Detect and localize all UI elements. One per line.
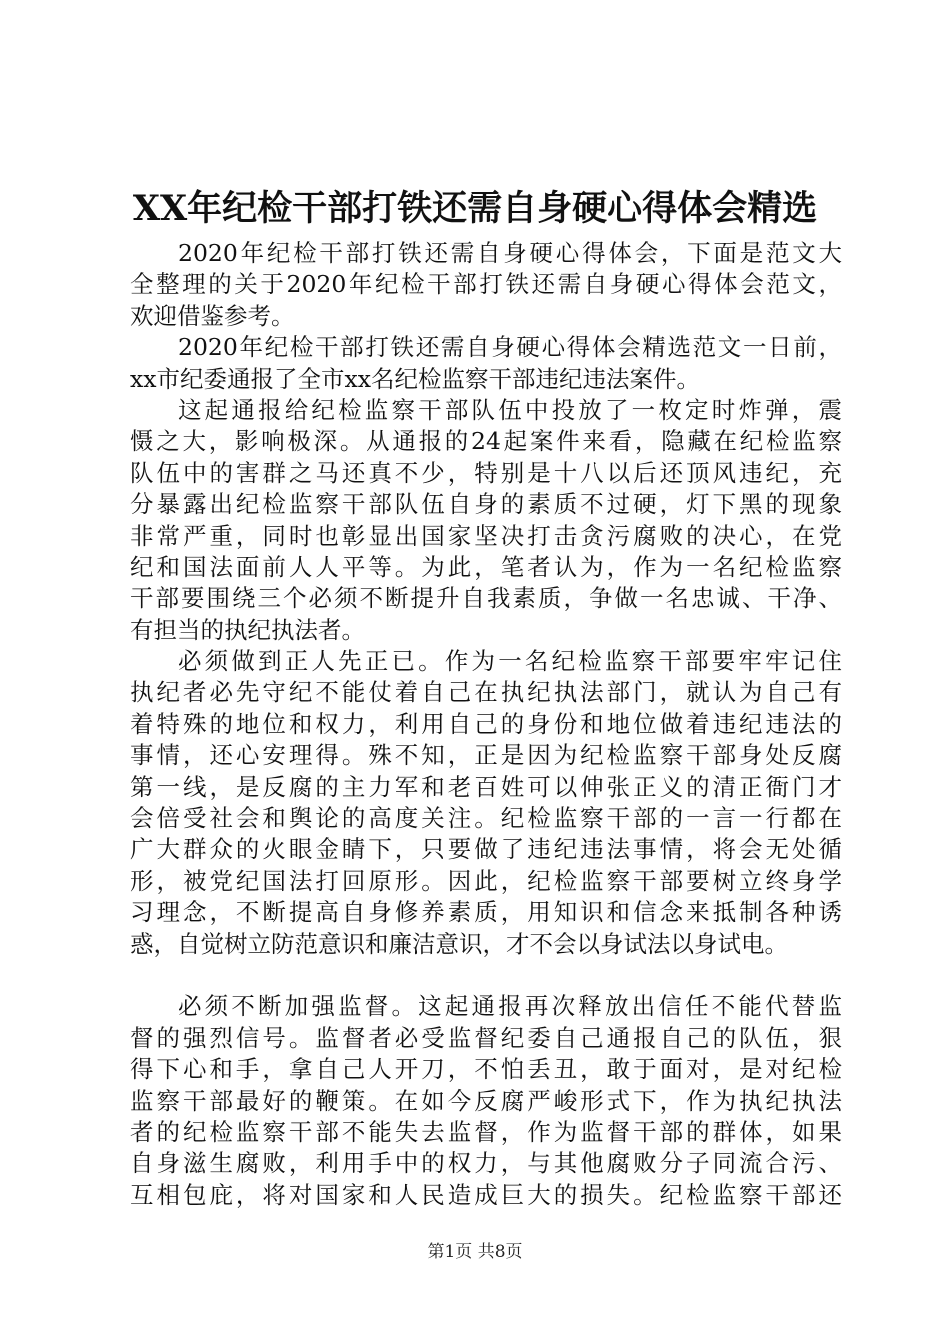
text-line: 干部要围绕三个必须不断提升自我素质，争做一名忠诚、干净、 xyxy=(130,584,842,613)
page-number-footer: 第1页 共8页 xyxy=(427,1242,523,1262)
text-line: 事情，还心安理得。殊不知，正是因为纪检监察干部身处反腐 xyxy=(130,741,842,770)
text-line: 纪和国法面前人人平等。为此，笔者认为，作为一名纪检监察 xyxy=(130,552,842,581)
text-line: 第一线，是反腐的主力军和老百姓可以伸张正义的清正衙门才 xyxy=(130,772,842,801)
text-line: 全整理的关于2020年纪检干部打铁还需自身硬心得体会范文， xyxy=(130,270,842,299)
text-line: xx市纪委通报了全市xx名纪检监察干部违纪违法案件。 xyxy=(130,364,701,393)
paragraph xyxy=(130,991,842,1211)
text-line: 非常严重，同时也彰显出国家坚决打击贪污腐败的决心，在党 xyxy=(130,521,842,550)
text-line: 有担当的执纪执法者。 xyxy=(130,615,365,644)
text-line: 队伍中的害群之马还真不少，特别是十八以后还顶风违纪，充 xyxy=(130,458,842,487)
paragraph-spacer xyxy=(130,960,842,991)
text-line: 互相包庇，将对国家和人民造成巨大的损失。纪检监察干部还 xyxy=(130,1180,842,1209)
document-title: XX年纪检干部打铁还需自身硬心得体会精选 xyxy=(132,188,818,229)
text-line: 形，被党纪国法打回原形。因此，纪检监察干部要树立终身学 xyxy=(130,866,842,895)
text-line: 执纪者必先守纪不能仗着自己在执纪执法部门，就认为自己有 xyxy=(130,678,842,707)
paragraph xyxy=(130,646,842,960)
text-line: 分暴露出纪检监察干部队伍自身的素质不过硬，灯下黑的现象 xyxy=(130,490,842,519)
text-line: 会倍受社会和舆论的高度关注。纪检监察干部的一言一行都在 xyxy=(130,804,842,833)
text-line: 2020年纪检干部打铁还需自身硬心得体会精选范文一日前， xyxy=(178,333,842,362)
text-line: 惑，自觉树立防范意识和廉洁意识，才不会以身试法以身试电。 xyxy=(130,929,788,958)
text-line: 督的强烈信号。监督者必受监督纪委自己通报自己的队伍，狠 xyxy=(130,1023,842,1052)
paragraph xyxy=(130,395,842,646)
paragraph xyxy=(130,238,842,332)
text-line: 必须不断加强监督。这起通报再次释放出信任不能代替监 xyxy=(178,992,842,1021)
text-line: 着特殊的地位和权力，利用自己的身份和地位做着违纪违法的 xyxy=(130,709,842,738)
paragraph xyxy=(130,332,842,395)
document-body xyxy=(130,238,842,1211)
text-line: 欢迎借鉴参考。 xyxy=(130,301,295,330)
text-line: 广大群众的火眼金睛下，只要做了违纪违法事情，将会无处循 xyxy=(130,835,842,864)
text-line: 必须做到正人先正已。作为一名纪检监察干部要牢牢记住 xyxy=(178,647,842,676)
text-line: 2020年纪检干部打铁还需自身硬心得体会，下面是范文大 xyxy=(178,239,842,267)
text-line: 这起通报给纪检监察干部队伍中投放了一枚定时炸弹，震 xyxy=(178,395,842,424)
text-line: 监察干部最好的鞭策。在如今反腐严峻形式下，作为执纪执法 xyxy=(130,1086,842,1115)
text-line: 慑之大，影响极深。从通报的24起案件来看，隐藏在纪检监察 xyxy=(130,427,842,456)
text-line: 习理念，不断提高自身修养素质，用知识和信念来抵制各种诱 xyxy=(130,898,842,927)
text-line: 得下心和手，拿自己人开刀，不怕丢丑，敢于面对，是对纪检 xyxy=(130,1055,842,1084)
text-line: 自身滋生腐败，利用手中的权力，与其他腐败分子同流合污、 xyxy=(130,1149,842,1178)
text-line: 者的纪检监察干部不能失去监督，作为监督干部的群体，如果 xyxy=(130,1117,842,1146)
